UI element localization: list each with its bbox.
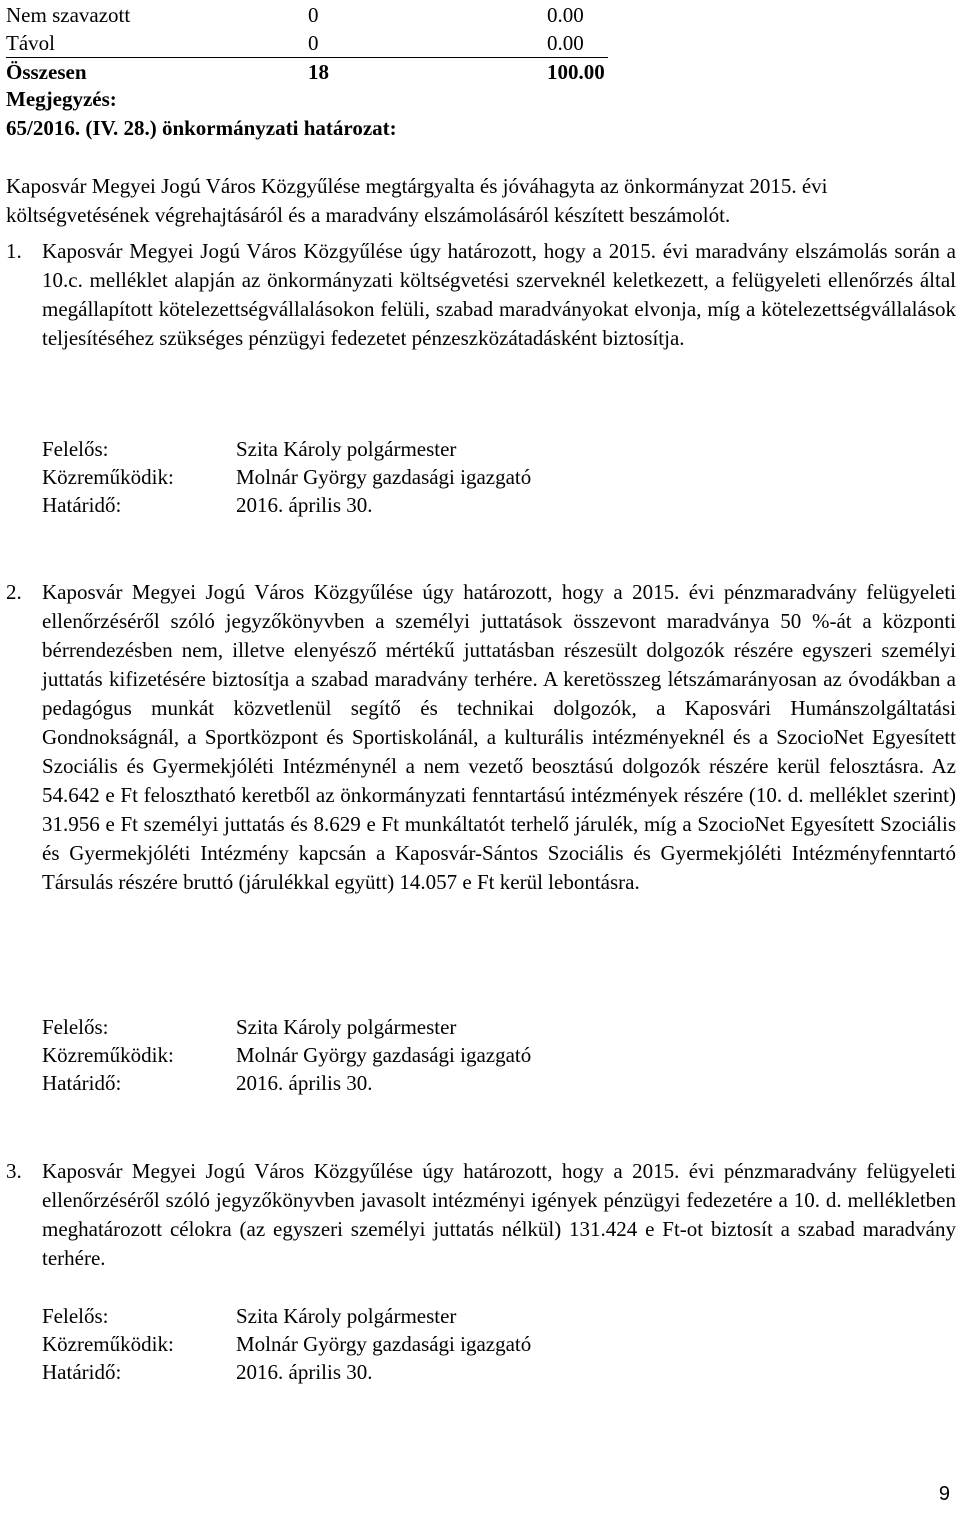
contributor-value: Molnár György gazdasági igazgató [236,1332,532,1356]
vote-table [6,1,608,86]
responsible-label: Felelős: [42,437,109,461]
vote-row-total [6,58,608,86]
deadline-label: Határidő: [42,1071,122,1095]
vote-percent: 0.00 [547,31,584,55]
deadline-value: 2016. április 30. [236,1360,373,1384]
vote-count: 0 [308,31,319,55]
deadline-label: Határidő: [42,1360,122,1384]
page-number: 9 [938,1483,950,1505]
resolution-intro: Kaposvár Megyei Jogú Város Közgyűlése megtárgyalta és jóváhagyta az önkormányzat 2015. évi költségvetésének végrehajtásáról és a maradvány elszámolásáról készített beszámolót. [6,174,828,227]
contributor-value: Molnár György gazdasági igazgató [236,1043,532,1067]
vote-label: Összesen [6,60,87,84]
vote-row-absent [6,29,608,58]
responsible-label: Felelős: [42,1304,109,1328]
deadline-value: 2016. április 30. [236,493,373,517]
vote-row-not-voted [6,1,608,29]
item-text: Kaposvár Megyei Jogú Város Közgyűlése úgy határozott, hogy a 2015. évi pénzmaradvány felügyeleti ellenőrzéséről szóló jegyzőkönyvben javasolt intézményi igények pénzügyi fedezetére a 10. d. mellékletben meghatározott célokra (az egyszeri személyi juttatás nélkül) 131.424 e Ft-ot biztosít a szabad maradvány terhére. [42,1159,956,1270]
vote-percent: 0.00 [547,3,584,27]
item-text: Kaposvár Megyei Jogú Város Közgyűlése úgy határozott, hogy a 2015. évi pénzmaradvány felügyeleti ellenőrzéséről szóló jegyzőkönyvben a személyi juttatások összevont maradványa 50 %-át a központi bérrendezésben nem, illetve elenyésző mértékű juttatásban részesült dolgozók részére egyszeri személyi juttatás kifizetésére biztosítja a szabad maradvány terhére. A keretösszeg létszámarányosan az óvodákban a pedagógus munkát közvetlenül segítő és technikai dolgozók, a Kaposvári Humánszolgáltatási Gondnokságnál, a Sportközpont és Sportiskolánál, a kulturális intézményeknél és a SzocioNet Egyesített Szociális és Gyermekjóléti Intézménynél a nem vezető beosztású dolgozók részére kerül felosztásra. Az 54.642 e Ft felosztható keretből az önkormányzati fenntartású intézmények részére (10. d. melléklet szerint) 31.956 e Ft személyi juttatás és 8.629 e Ft munkáltatót terhelő járulék, míg a SzocioNet Egyesített Szociális és Gyermekjóléti Intézmény kapcsán a Kaposvár-Sántos Szociális és Gyermekjóléti Intézményfenntartó Társulás részére bruttó (járulékkal együtt) 14.057 e Ft kerül lebontásra. [42,580,956,894]
vote-count: 0 [308,3,319,27]
item-text: Kaposvár Megyei Jogú Város Közgyűlése úgy határozott, hogy a 2015. évi maradvány elszámolás során a 10.c. melléklet alapján az önkormányzati költségvetési szerveknél keletkezett, a felügyeleti ellenőrzés által megállapított kötelezettségvállalásokon felüli, szabad maradványokat elvonja, míg a kötelezettségvállalások teljesítéséhez szükséges pénzügyi fedezetet pénzeszközátadásként biztosítja. [42,239,956,350]
note-label: Megjegyzés: [6,87,117,111]
resolution-item-3 [6,1157,956,1273]
item-number: 3. [6,1159,22,1183]
resolution-title: 65/2016. (IV. 28.) önkormányzati határozat: [6,116,397,140]
contributor-label: Közreműködik: [42,1043,174,1067]
resolution-item-1 [6,237,956,353]
vote-percent: 100.00 [547,60,605,84]
vote-label: Távol [6,31,55,55]
responsible-value: Szita Károly polgármester [236,1015,457,1039]
vote-label: Nem szavazott [6,3,131,27]
responsible-value: Szita Károly polgármester [236,437,457,461]
resolution-item-2 [6,578,956,897]
contributor-label: Közreműködik: [42,1332,174,1356]
item-number: 1. [6,239,22,263]
item-number: 2. [6,580,22,604]
deadline-value: 2016. április 30. [236,1071,373,1095]
responsible-label: Felelős: [42,1015,109,1039]
vote-count: 18 [308,60,329,84]
contributor-label: Közreműködik: [42,465,174,489]
deadline-label: Határidő: [42,493,122,517]
responsible-value: Szita Károly polgármester [236,1304,457,1328]
contributor-value: Molnár György gazdasági igazgató [236,465,532,489]
